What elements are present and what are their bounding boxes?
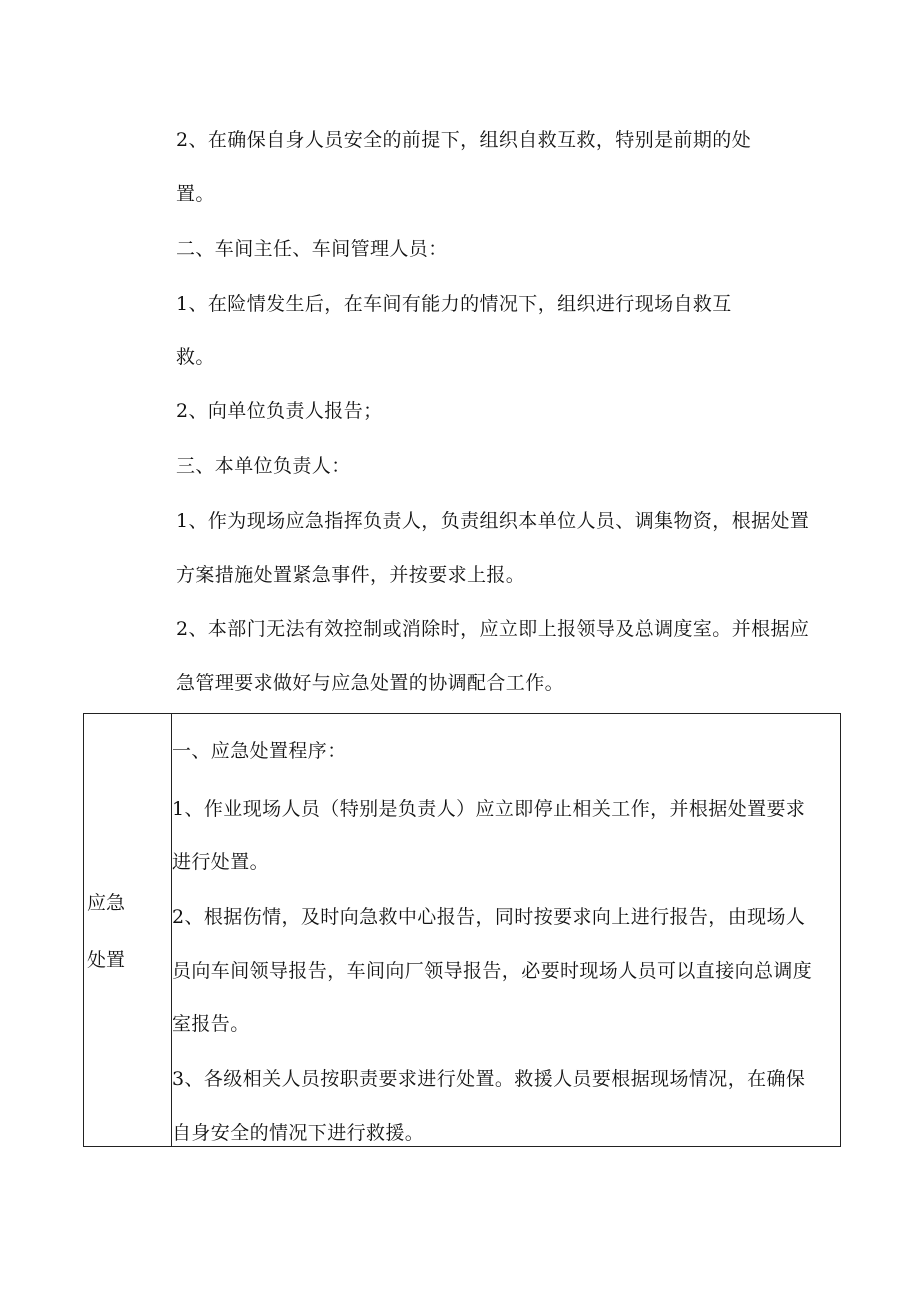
section-heading: 三、本单位负责人： — [176, 455, 351, 477]
table-content-line: 1、作业现场人员（特别是负责人）应立即停止相关工作，并根据处置要求 — [172, 798, 806, 820]
body-line: 1、作为现场应急指挥负责人，负责组织本单位人员、调集物资，根据处置 — [176, 510, 810, 532]
table-label-line: 处置 — [87, 949, 126, 971]
body-line: 救。 — [176, 346, 215, 368]
table-content-line: 进行处置。 — [172, 851, 270, 873]
emergency-table — [83, 713, 841, 1147]
section-heading: 二、车间主任、车间管理人员： — [176, 238, 448, 260]
body-line: 置。 — [176, 183, 215, 205]
body-line: 1、在险情发生后，在车间有能力的情况下，组织进行现场自救互 — [176, 293, 732, 315]
body-line: 2、本部门无法有效控制或消除时，应立即上报领导及总调度室。并根据应 — [176, 618, 810, 640]
table-label-cell — [84, 714, 171, 1146]
table-content-line: 一、应急处置程序： — [172, 740, 347, 762]
table-content-line: 自身安全的情况下进行救援。 — [172, 1122, 425, 1144]
table-content-line: 员向车间领导报告，车间向厂领导报告，必要时现场人员可以直接向总调度 — [172, 960, 813, 982]
table-content-line: 3、各级相关人员按职责要求进行处置。救援人员要根据现场情况，在确保 — [172, 1068, 806, 1090]
body-line: 急管理要求做好与应急处置的协调配合工作。 — [176, 672, 565, 694]
table-content-line: 2、根据伤情，及时向急救中心报告，同时按要求向上进行报告，由现场人 — [172, 906, 806, 928]
body-line: 方案措施处置紧急事件，并按要求上报。 — [176, 564, 526, 586]
table-content-line: 室报告。 — [172, 1013, 250, 1035]
body-line: 2、在确保自身人员安全的前提下，组织自救互救，特别是前期的处 — [176, 129, 752, 151]
table-label-line: 应急 — [87, 892, 126, 914]
body-line: 2、向单位负责人报告； — [176, 400, 383, 422]
